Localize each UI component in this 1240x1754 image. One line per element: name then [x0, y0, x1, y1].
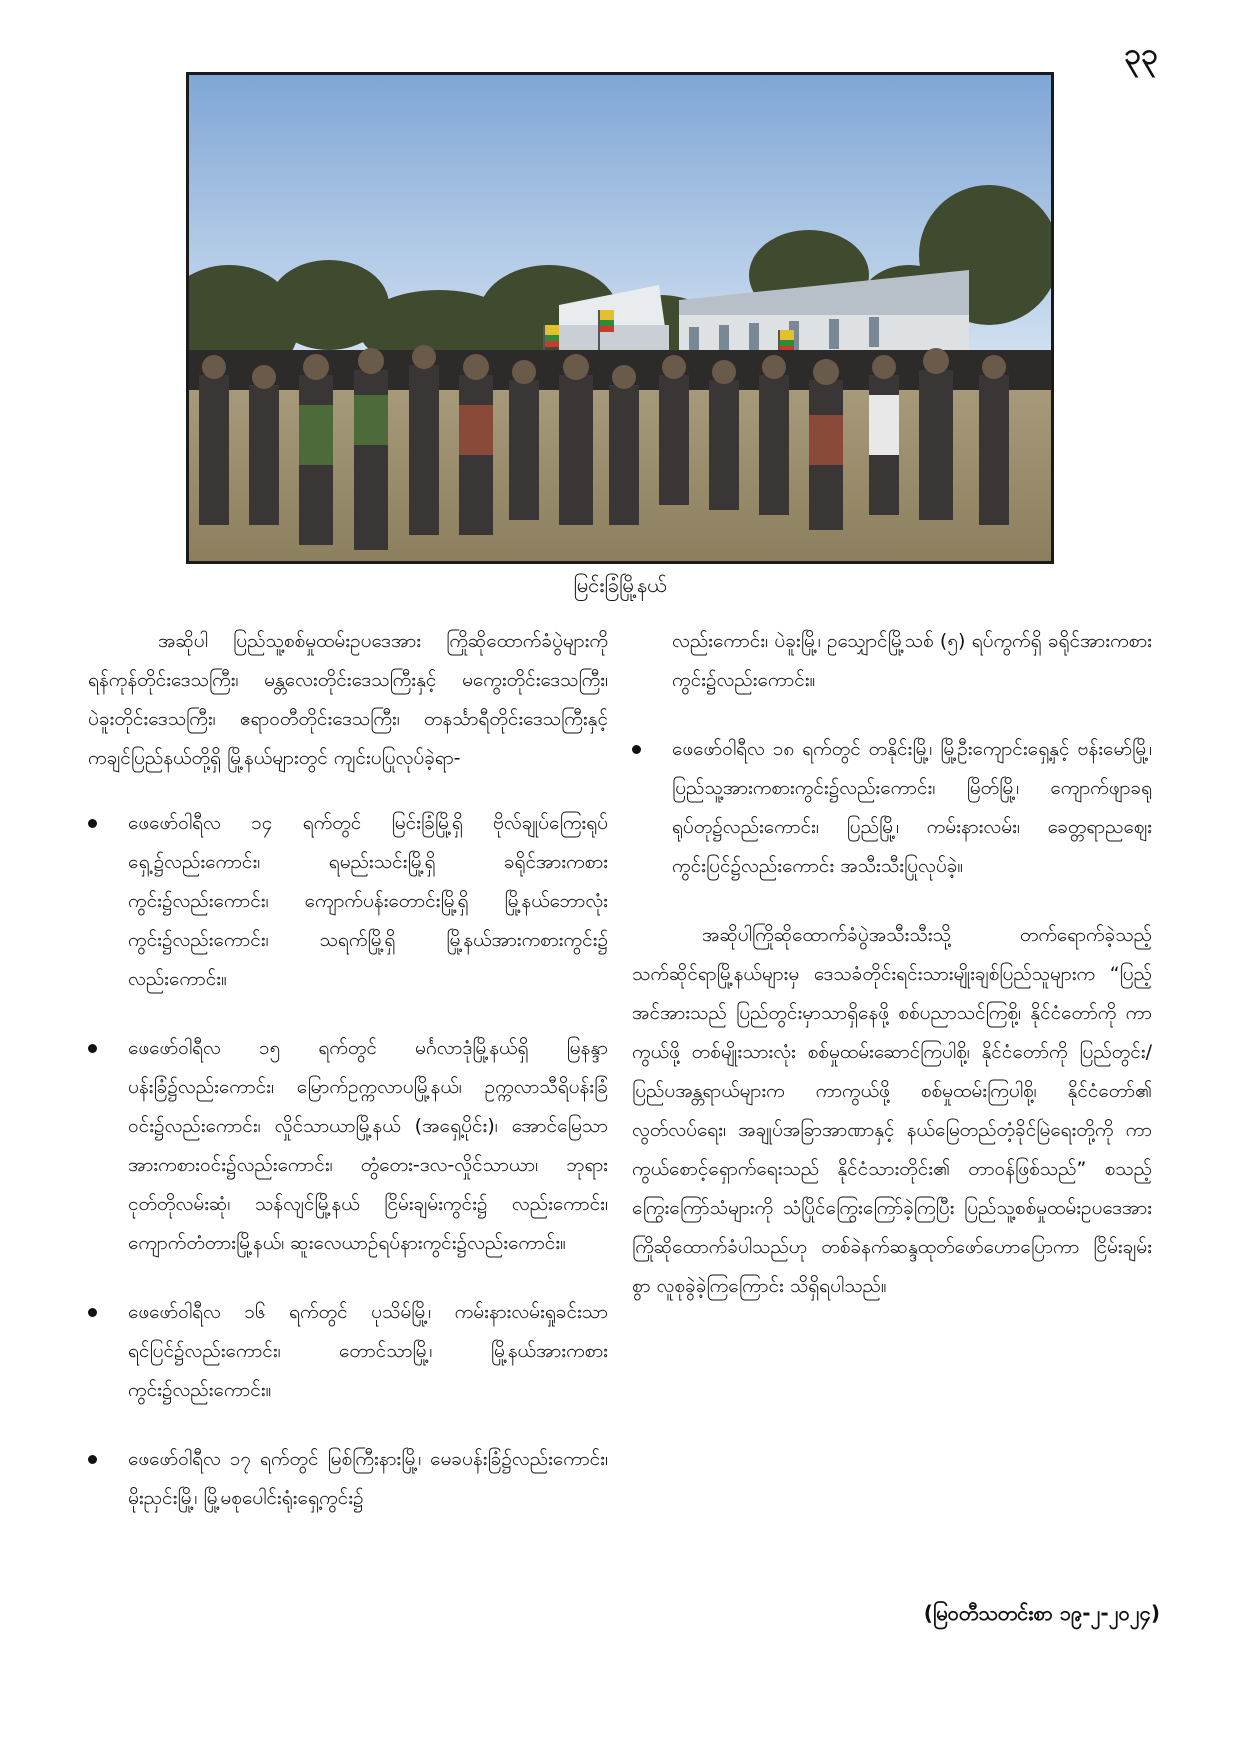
- list-item: [88, 804, 608, 999]
- closing-paragraph: အဆိုပါကြိုဆိုထောက်ခံပွဲအသီးသီးသို့ တက်ရောက်ခဲ့သည့် သက်ဆိုင်ရာမြို့နယ်များမှ ဒေသခံတိုင်းရင်းသားမျိုးချစ်ပြည်သူများက “ပြည့်အင်အားသည် ပြည်တွင်းမှာသာရှိနေဖို့ စစ်ပညာသင်ကြစို့၊ နိုင်ငံတော်ကို ကာကွယ်ဖို့ တစ်မျိုးသားလုံး စစ်မှုထမ်းဆောင်ကြပါစို့၊ နိုင်ငံတော်ကို ပြည်တွင်း/ပြည်ပအန္တရာယ်များက ကာကွယ်ဖို့ စစ်မှုထမ်းကြပါစို့၊ နိုင်ငံတော်၏ လွတ်လပ်ရေး၊ အချုပ်အခြာအာဏာနှင့် နယ်မြေတည်တံ့ခိုင်မြဲရေးတို့ကို ကာကွယ်စောင့်ရှောက်ရေးသည် နိုင်ငံသားတိုင်း၏ တာဝန်ဖြစ်သည်” စသည့်ကြွေးကြော်သံများကို သံပြိုင်ကြွေးကြော်ခဲ့ကြပြီး ပြည်သူ့စစ်မှုထမ်းဥပဒေအား ကြိုဆိုထောက်ခံပါသည်ဟု တစ်ခဲနက်ဆန္ဒထုတ်ဖော်ဟောပြောကာ ငြိမ်းချမ်းစွာ လူစုခွဲခဲ့ကြကြောင်း သိရှိရပါသည်။: [632, 924, 1152, 1297]
- list-item-text: ဖေဖော်ဝါရီလ ၁၈ ရက်တွင် တနိုင်းမြို့၊ မြို့ဦးကျောင်းရှေ့နှင့် ဗန်းမော်မြို့၊ ပြည်သူ့အားကစားကွင်း၌လည်းကောင်း၊ မြိတ်မြို့၊ ကျောက်ဖျာခရုရုပ်တု၌လည်းကောင်း၊ ပြည်မြို့၊ ကမ်းနားလမ်း၊ ခေတ္တရာညဈေးကွင်းပြင်၌လည်းကောင်း အသီးသီးပြုလုပ်ခဲ့။: [672, 738, 1152, 877]
- list-item-text: ဖေဖော်ဝါရီလ ၁၇ ရက်တွင် မြစ်ကြီးနားမြို့၊ မေခပန်းခြံ၌လည်းကောင်း၊ မိုးညှင်းမြို့၊ မြို့မစုပေါင်းရုံးရှေ့ကွင်း၌: [128, 1448, 608, 1509]
- left-column: [88, 622, 608, 1548]
- list-item: [632, 730, 1152, 886]
- intro-paragraph: အဆိုပါ ပြည်သူ့စစ်မှုထမ်းဥပဒေအား ကြိုဆိုထောက်ခံပွဲများကို ရန်ကုန်တိုင်းဒေသကြီး၊ မန္တလေးတိုင်းဒေသကြီးနှင့် မကွေးတိုင်းဒေသကြီး၊ ပဲခူးတိုင်းဒေသကြီး၊ ဧရာဝတီတိုင်းဒေသကြီး၊ တနင်္သာရီတိုင်းဒေသကြီးနှင့် ကချင်ပြည်နယ်တို့ရှိ မြို့နယ်များတွင် ကျင်းပပြုလုပ်ခဲ့ရာ-: [88, 630, 608, 769]
- list-item-text: ဖေဖော်ဝါရီလ ၁၄ ရက်တွင် မြင်းခြံမြို့ရှိ ဗိုလ်ချုပ်ကြေးရုပ်ရှေ့၌လည်းကောင်း၊ ရမည်းသင်းမြို့ရှိ ခရိုင်အားကစားကွင်း၌လည်းကောင်း၊ ကျောက်ပန်းတောင်းမြို့ရှိ မြို့နယ်ဘောလုံးကွင်း၌လည်းကောင်း၊ သရက်မြို့ရှိ မြို့နယ်အားကစားကွင်း၌ လည်းကောင်း။: [128, 812, 608, 990]
- crowd-photo-illustration: [189, 75, 1051, 561]
- bullet-icon: [88, 1455, 97, 1464]
- list-item-text: ဖေဖော်ဝါရီလ ၁၅ ရက်တွင် မင်္ဂလာဒုံမြို့နယ်ရှိ မြနန္ဒာပန်းခြံ၌လည်းကောင်း၊ မြောက်ဥက္ကလာပမြို့နယ်၊ ဥက္ကလာသီရိပန်းခြံဝင်း၌လည်းကောင်း၊ လှိုင်သာယာမြို့နယ် (အရှေ့ပိုင်း)၊ အောင်မြေသာအားကစားဝင်း၌လည်းကောင်း၊ တွံတေး-ဒလ-လှိုင်သာယာ၊ ဘုရားငုတ်တိုလမ်းဆုံ၊ သန်လျင်မြို့နယ် ငြိမ်းချမ်းကွင်း၌ လည်းကောင်း၊ ကျောက်တံတားမြို့နယ်၊ ဆူးလေယာဉ်ရပ်နားကွင်း၌လည်းကောင်း။: [128, 1037, 608, 1254]
- event-list-left: [88, 804, 608, 1518]
- list-item-text: ဖေဖော်ဝါရီလ ၁၆ ရက်တွင် ပုသိမ်မြို့၊ ကမ်းနားလမ်းရှုခင်းသာရင်ပြင်၌လည်းကောင်း၊ တောင်သာမြို့၊ မြို့နယ်အားကစားကွင်း၌လည်းကောင်း။: [128, 1301, 608, 1401]
- bullet-icon: [88, 1044, 97, 1053]
- bullet-icon: [88, 819, 97, 828]
- list-item: [88, 1293, 608, 1410]
- bullet-icon: [632, 745, 641, 754]
- list-item: [88, 1029, 608, 1263]
- right-column: [632, 622, 1152, 1332]
- event-list-right: [632, 730, 1152, 886]
- photo-caption: မြင်းခြံမြို့နယ်: [573, 573, 667, 597]
- list-item-continuation: လည်းကောင်း၊ ပဲခူးမြို့၊ ဥသျှောင်မြို့သစ် (၅) ရပ်ကွက်ရှိ ခရိုင်အားကစားကွင်း၌လည်းကောင်း။: [672, 630, 1152, 691]
- page-number: ၃၃: [1124, 37, 1158, 72]
- source-citation: (မြဝတီသတင်းစာ ၁၉-၂-၂၀၂၄): [923, 1601, 1160, 1625]
- rally-photo: [186, 72, 1054, 564]
- list-item: [88, 1440, 608, 1518]
- bullet-icon: [88, 1308, 97, 1317]
